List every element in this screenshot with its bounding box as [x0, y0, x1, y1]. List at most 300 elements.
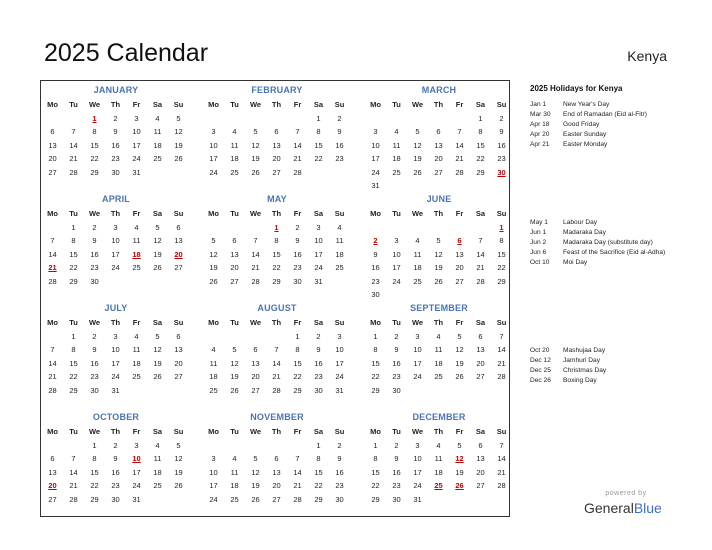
day-cell: 2: [92, 331, 97, 341]
day-cell: 27: [230, 276, 239, 286]
day-cell: 25: [153, 154, 162, 163]
weekday-header: Sa: [475, 427, 486, 436]
day-cell: 10: [209, 140, 218, 150]
empty-day-cell: [266, 439, 287, 453]
day-cell: 24: [413, 372, 422, 381]
weekday-header: Tu: [69, 318, 78, 327]
day-cell: 6: [50, 454, 55, 463]
day-cell: 26: [174, 481, 183, 490]
month-october: [42, 411, 190, 504]
day-cell: 31: [132, 494, 141, 504]
month-day-grid: [203, 207, 351, 288]
day-cell: 25: [209, 385, 218, 395]
day-cell: 22: [497, 263, 506, 272]
day-cell: 13: [272, 467, 281, 477]
day-cell: 14: [476, 249, 485, 259]
weekday-header: Sa: [152, 318, 163, 327]
day-cell: 21: [455, 154, 464, 163]
day-cell: 3: [134, 440, 139, 450]
day-cell: 22: [314, 481, 323, 490]
day-cell: 17: [132, 140, 141, 150]
day-cell: 24: [413, 481, 422, 490]
day-cell: 5: [436, 236, 441, 245]
day-cell: 24: [132, 154, 141, 163]
holiday-name: Jamhuri Day: [563, 357, 601, 364]
day-cell: 6: [274, 454, 279, 463]
day-cell: 20: [476, 467, 485, 477]
day-cell: 28: [497, 372, 506, 381]
day-cell: 11: [153, 454, 162, 463]
day-cell: 3: [113, 331, 118, 341]
day-cell: 6: [176, 222, 181, 232]
day-cell: 12: [251, 467, 260, 477]
day-cell: 21: [272, 372, 281, 381]
day-cell: 24: [314, 263, 323, 272]
day-cell: 25: [153, 481, 162, 490]
holiday-date: Jun 1: [530, 229, 547, 236]
holiday-day-cell: 25: [434, 481, 443, 490]
day-cell: 22: [371, 372, 380, 381]
holiday-date: Apr 18: [530, 121, 550, 128]
weekday-header: Mo: [370, 318, 381, 327]
holiday-date: Mar 30: [530, 111, 551, 118]
holiday-date: Apr 21: [530, 141, 550, 148]
day-cell: 16: [293, 249, 302, 259]
weekday-header: We: [249, 209, 262, 218]
day-cell: 13: [48, 467, 57, 477]
weekday-header: Sa: [475, 318, 486, 327]
weekday-header: Sa: [152, 427, 163, 436]
day-cell: 23: [293, 263, 302, 272]
day-cell: 8: [316, 454, 321, 463]
empty-day-cell: [266, 330, 287, 344]
day-cell: 26: [153, 263, 162, 272]
day-cell: 10: [413, 454, 422, 463]
weekday-header: Th: [110, 100, 121, 109]
day-cell: 9: [394, 345, 399, 354]
day-cell: 5: [457, 331, 462, 341]
day-cell: 23: [90, 372, 99, 381]
day-cell: 9: [337, 454, 342, 463]
day-cell: 20: [174, 358, 183, 368]
day-cell: 19: [251, 154, 260, 163]
day-cell: 7: [295, 454, 300, 463]
day-cell: 29: [69, 276, 78, 286]
day-cell: 22: [69, 372, 78, 381]
day-cell: 11: [434, 454, 443, 463]
weekday-header: Mo: [208, 209, 219, 218]
day-cell: 20: [272, 481, 281, 490]
day-cell: 12: [174, 127, 183, 136]
weekday-header: Su: [334, 318, 345, 327]
day-cell: 9: [113, 454, 118, 463]
day-cell: 16: [335, 140, 344, 150]
day-cell: 4: [436, 331, 441, 341]
day-cell: 28: [251, 276, 260, 286]
day-cell: 7: [499, 331, 504, 341]
holiday-item: [530, 130, 680, 140]
day-cell: 28: [48, 276, 57, 286]
weekday-header: Su: [173, 318, 184, 327]
day-cell: 16: [314, 358, 323, 368]
day-cell: 28: [293, 167, 302, 177]
day-cell: 9: [394, 454, 399, 463]
day-cell: 16: [392, 358, 401, 368]
day-cell: 21: [69, 154, 78, 163]
day-cell: 9: [92, 236, 97, 245]
day-cell: 7: [499, 440, 504, 450]
month-name: MAY: [267, 194, 287, 204]
day-cell: 29: [293, 385, 302, 395]
holiday-day-cell: 6: [457, 236, 462, 245]
day-cell: 21: [476, 263, 485, 272]
day-cell: 24: [392, 276, 401, 286]
day-cell: 21: [497, 467, 506, 477]
empty-day-cell: [470, 221, 491, 235]
day-cell: 30: [371, 290, 380, 299]
weekday-header: Tu: [69, 209, 78, 218]
month-day-grid: [203, 316, 351, 397]
empty-day-cell: [203, 221, 224, 235]
day-cell: 11: [209, 358, 218, 368]
day-cell: 6: [176, 331, 181, 341]
day-cell: 1: [295, 331, 300, 341]
month-name: FEBRUARY: [251, 85, 303, 95]
day-cell: 19: [434, 263, 443, 272]
day-cell: 23: [335, 481, 344, 490]
day-cell: 13: [476, 454, 485, 463]
day-cell: 5: [155, 222, 160, 232]
weekday-header: Sa: [313, 100, 324, 109]
day-cell: 9: [499, 127, 504, 136]
weekday-header: Th: [433, 427, 444, 436]
weekday-header: Sa: [313, 209, 324, 218]
day-cell: 11: [230, 140, 239, 150]
day-cell: 11: [413, 249, 422, 259]
day-cell: 12: [413, 140, 422, 150]
month-name: MARCH: [421, 85, 457, 95]
day-cell: 8: [274, 236, 279, 245]
weekday-header: Su: [334, 100, 345, 109]
month-name: APRIL: [102, 194, 130, 204]
holiday-day-cell: 21: [48, 263, 57, 272]
day-cell: 25: [335, 263, 344, 272]
day-cell: 17: [371, 154, 380, 163]
day-cell: 24: [335, 372, 344, 381]
day-cell: 21: [293, 154, 302, 163]
day-cell: 18: [392, 154, 401, 163]
month-march: [365, 84, 513, 190]
day-cell: 21: [69, 481, 78, 490]
day-cell: 24: [132, 481, 141, 490]
weekday-header: Fr: [293, 427, 302, 436]
day-cell: 30: [314, 385, 323, 395]
day-cell: 11: [132, 345, 141, 354]
weekday-header: Mo: [370, 100, 381, 109]
day-cell: 27: [272, 494, 281, 504]
day-cell: 16: [497, 140, 506, 150]
day-cell: 8: [71, 236, 76, 245]
day-cell: 30: [111, 167, 120, 177]
month-name: DECEMBER: [412, 412, 466, 422]
day-cell: 7: [274, 345, 279, 354]
day-cell: 10: [413, 345, 422, 354]
day-cell: 3: [394, 236, 399, 245]
day-cell: 26: [413, 167, 422, 177]
day-cell: 12: [174, 454, 183, 463]
day-cell: 29: [476, 167, 485, 177]
day-cell: 22: [476, 154, 485, 163]
day-cell: 23: [371, 276, 380, 286]
month-name: JULY: [104, 303, 128, 313]
day-cell: 31: [371, 181, 380, 190]
weekday-header: We: [88, 318, 101, 327]
day-cell: 10: [111, 236, 120, 245]
day-cell: 17: [111, 249, 120, 259]
day-cell: 6: [232, 236, 237, 245]
day-cell: 28: [69, 167, 78, 177]
day-cell: 15: [314, 467, 323, 477]
day-cell: 11: [434, 345, 443, 354]
day-cell: 15: [272, 249, 281, 259]
day-cell: 7: [253, 236, 258, 245]
day-cell: 3: [337, 331, 342, 341]
day-cell: 9: [316, 345, 321, 354]
day-cell: 24: [111, 372, 120, 381]
day-cell: 7: [71, 127, 76, 136]
day-cell: 19: [413, 154, 422, 163]
day-cell: 17: [392, 263, 401, 272]
day-cell: 22: [69, 263, 78, 272]
day-cell: 23: [497, 154, 506, 163]
day-cell: 17: [413, 358, 422, 368]
day-cell: 28: [293, 494, 302, 504]
day-cell: 21: [251, 263, 260, 272]
empty-day-cell: [386, 221, 407, 235]
day-cell: 3: [415, 331, 420, 341]
day-cell: 2: [295, 222, 300, 232]
day-cell: 18: [230, 154, 239, 163]
holiday-date: May 1: [530, 219, 548, 226]
month-day-grid: [42, 98, 190, 179]
day-cell: 19: [209, 263, 218, 272]
day-cell: 20: [230, 263, 239, 272]
day-cell: 19: [230, 372, 239, 381]
empty-day-cell: [407, 112, 428, 126]
holiday-name: Madaraka Day: [563, 229, 606, 236]
month-november: [203, 411, 351, 504]
day-cell: 20: [48, 154, 57, 163]
day-cell: 29: [69, 385, 78, 395]
day-cell: 8: [373, 454, 378, 463]
day-cell: 29: [90, 494, 99, 504]
day-cell: 29: [497, 276, 506, 286]
day-cell: 27: [48, 494, 57, 504]
weekday-header: Su: [496, 318, 507, 327]
month-june: [365, 193, 513, 299]
day-cell: 26: [455, 372, 464, 381]
weekday-header: Th: [110, 427, 121, 436]
day-cell: 4: [211, 345, 216, 354]
day-cell: 22: [371, 481, 380, 490]
day-cell: 26: [209, 276, 218, 286]
day-cell: 13: [476, 345, 485, 354]
day-cell: 7: [457, 127, 462, 136]
day-cell: 1: [373, 331, 378, 341]
holidays-panel: [530, 84, 680, 384]
day-cell: 5: [211, 236, 216, 245]
day-cell: 24: [111, 263, 120, 272]
day-cell: 9: [295, 236, 300, 245]
day-cell: 24: [371, 167, 380, 177]
day-cell: 18: [209, 372, 218, 381]
empty-day-cell: [63, 439, 84, 453]
day-cell: 19: [174, 467, 183, 477]
page-title: 2025 Calendar: [44, 39, 209, 67]
day-cell: 7: [295, 127, 300, 136]
empty-day-cell: [266, 112, 287, 126]
weekday-header: Su: [173, 100, 184, 109]
empty-day-cell: [203, 330, 224, 344]
day-cell: 16: [392, 467, 401, 477]
day-cell: 2: [499, 113, 504, 123]
day-cell: 9: [92, 345, 97, 354]
day-cell: 25: [132, 263, 141, 272]
weekday-header: Tu: [230, 100, 239, 109]
day-cell: 14: [293, 140, 302, 150]
day-cell: 1: [478, 113, 483, 123]
day-cell: 10: [111, 345, 120, 354]
day-cell: 16: [371, 263, 380, 272]
day-cell: 12: [230, 358, 239, 368]
weekday-header: Fr: [132, 318, 141, 327]
weekday-header: Tu: [392, 427, 401, 436]
holiday-date: Jun 6: [530, 249, 547, 256]
day-cell: 20: [434, 154, 443, 163]
day-cell: 15: [69, 249, 78, 259]
day-cell: 11: [335, 236, 344, 245]
day-cell: 23: [90, 263, 99, 272]
day-cell: 14: [497, 345, 506, 354]
day-cell: 4: [232, 454, 237, 463]
holiday-item: [530, 248, 680, 258]
day-cell: 7: [478, 236, 483, 245]
holiday-group: [530, 100, 680, 150]
day-cell: 2: [394, 331, 399, 341]
day-cell: 28: [48, 385, 57, 395]
weekday-header: Th: [271, 209, 282, 218]
day-cell: 30: [111, 494, 120, 504]
weekday-header: We: [411, 318, 424, 327]
day-cell: 13: [455, 249, 464, 259]
day-cell: 3: [211, 127, 216, 136]
weekday-header: We: [88, 209, 101, 218]
weekday-header: Mo: [208, 318, 219, 327]
day-cell: 4: [337, 222, 342, 232]
day-cell: 11: [230, 467, 239, 477]
day-cell: 27: [476, 372, 485, 381]
day-cell: 7: [50, 236, 55, 245]
day-cell: 23: [111, 481, 120, 490]
holiday-name: New Year's Day: [563, 101, 610, 108]
empty-day-cell: [287, 439, 308, 453]
month-day-grid: [365, 316, 513, 397]
day-cell: 31: [413, 494, 422, 504]
holiday-day-cell: 18: [132, 249, 141, 259]
empty-day-cell: [245, 221, 266, 235]
holiday-group: [530, 218, 680, 268]
day-cell: 29: [314, 494, 323, 504]
day-cell: 10: [371, 140, 380, 150]
day-cell: 3: [134, 113, 139, 123]
day-cell: 7: [71, 454, 76, 463]
weekday-header: Fr: [455, 427, 464, 436]
day-cell: 19: [153, 249, 162, 259]
holiday-day-cell: 1: [499, 222, 504, 232]
weekday-header: We: [249, 318, 262, 327]
day-cell: 4: [134, 222, 139, 232]
day-cell: 4: [155, 440, 160, 450]
weekday-header: Sa: [475, 209, 486, 218]
day-cell: 26: [174, 154, 183, 163]
empty-day-cell: [42, 330, 63, 344]
day-cell: 4: [155, 113, 160, 123]
day-cell: 12: [153, 345, 162, 354]
empty-day-cell: [449, 221, 470, 235]
day-cell: 21: [293, 481, 302, 490]
weekday-header: Fr: [455, 318, 464, 327]
day-cell: 17: [209, 481, 218, 490]
weekday-header: Mo: [47, 427, 58, 436]
day-cell: 16: [111, 140, 120, 150]
day-cell: 15: [314, 140, 323, 150]
day-cell: 19: [153, 358, 162, 368]
day-cell: 18: [132, 358, 141, 368]
day-cell: 27: [48, 167, 57, 177]
day-cell: 5: [176, 113, 181, 123]
holiday-name: Good Friday: [563, 121, 600, 128]
day-cell: 28: [455, 167, 464, 177]
weekday-header: Su: [496, 100, 507, 109]
day-cell: 13: [230, 249, 239, 259]
day-cell: 15: [371, 467, 380, 477]
holiday-group: [530, 346, 680, 386]
empty-day-cell: [287, 112, 308, 126]
weekday-header: Fr: [455, 209, 464, 218]
day-cell: 17: [111, 358, 120, 368]
day-cell: 3: [113, 222, 118, 232]
day-cell: 2: [92, 222, 97, 232]
day-cell: 27: [455, 276, 464, 286]
day-cell: 1: [316, 440, 321, 450]
day-cell: 12: [153, 236, 162, 245]
brand-name-general: General: [584, 500, 634, 516]
day-cell: 14: [455, 140, 464, 150]
day-cell: 17: [335, 358, 344, 368]
day-cell: 23: [314, 372, 323, 381]
weekday-header: Mo: [47, 209, 58, 218]
month-day-grid: [42, 207, 190, 288]
holiday-item: [530, 376, 680, 386]
month-name: AUGUST: [257, 303, 297, 313]
day-cell: 4: [232, 127, 237, 136]
day-cell: 14: [497, 454, 506, 463]
day-cell: 28: [69, 494, 78, 504]
day-cell: 18: [434, 358, 443, 368]
day-cell: 24: [209, 167, 218, 177]
holiday-name: Boxing Day: [563, 377, 597, 384]
day-cell: 1: [373, 440, 378, 450]
